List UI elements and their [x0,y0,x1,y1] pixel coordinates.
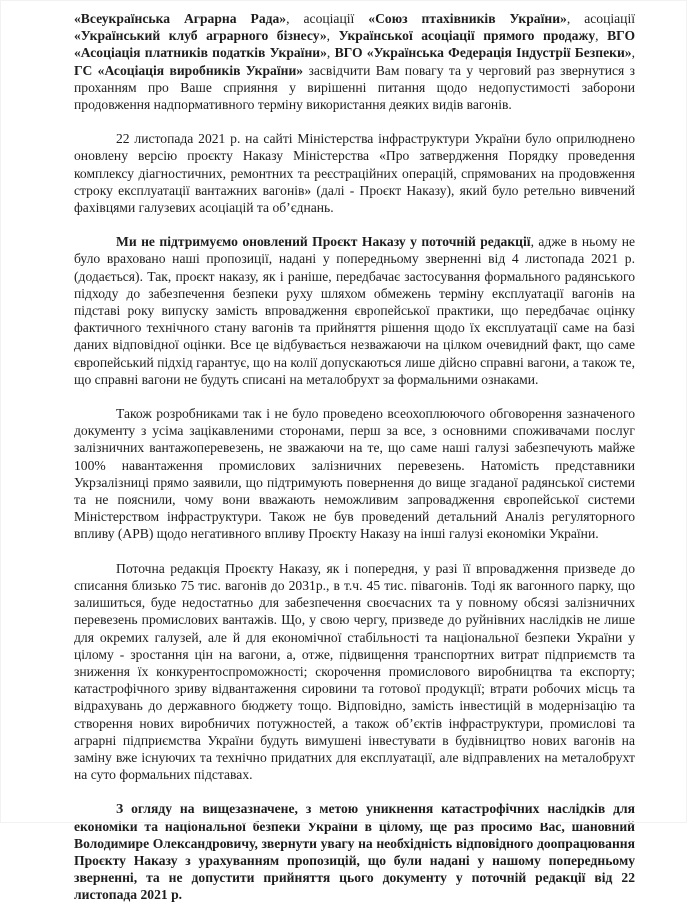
paragraph-spacer [74,543,635,560]
intro-text-fragment: , [326,45,335,61]
intro-text-fragment: , асоціації [286,11,369,26]
paragraph-request: З огляду на вищезазначене, з метою уникнення катастрофічних наслідків для економіки та національної безпеки України в цілому, ще раз просимо Вас, шановний Володимире Олександровичу, звернути увагу на необхідність відповідного доопрацювання Проєкту Наказу з урахуванням пропозицій, що були надані у нашому попередньому зверненні, та не допустити прийняття цього документу у поточній редакції від 22 листопада 2021 р. [74,801,635,903]
paragraph-publication: 22 листопада 2021 р. на сайті Міністерства інфраструктури України було оприлюднено оновлену версію проєкту Наказу Міністерства «Про затвердження Порядку проведення комплексу діагностичних, ремонтних та реєстраційних операцій, спрямованих на продовження строку експлуатації вантажних вагонів» (далі - Проєкт Наказу), який було ретельно вивчений фахівцями галузевих асоціацій та об’єднань. [74,131,635,216]
intro-paragraph [74,10,635,113]
paragraph-discussion: Також розробниками так і не було проведено всеохоплюючого обговорення зазначеного документу з усіма зацікавленими сторонами, перш за все, з основними споживачами послуг залізничних вантажоперевезень, не зважаючи на те, що саме наші галузі забезпечують майже 100% навантаження промислових залізничних перевезень. Натомість представники Укрзалізниці прямо заявили, що підтримують повернення до вище згаданої радянської системи та не пояснили, чому вони вважають неможливим запровадження європейської системи Міністерством інфраструктури. Також не був проведений детальний Аналіз регуляторного впливу (АРВ) щодо негативного впливу Проєкту Наказу на інші галузі економіки України. [74,406,635,542]
paragraph-spacer [74,216,635,233]
org-name-asotsiatsia-pryamoho-prodazhu: Української асоціації прямого продажу [338,28,596,44]
position-details: , адже в ньому не було враховано наші пропозиції, надані у попередньому зверненні від 4 листопада 2021 р. (додається). Так, проєкт наказу, як і раніше, передбачає застосування формального радянського підходу до забезпечення безпеки руху шляхом обмежень терміну експлуатації вагонів на підставі року випуску замість впровадження європейської практики, що передбачає оцінку фактичного технічного стану вагонів та прийняття рішення щодо їх експлуатації саме на базі даних відповідної оцінки. Все це відбувається незважаючи на цілком очевидний факт, що саме європейський підхід гарантує, що на колії допускаються лише дійсно справні вагони, а також те, що справні вагони не будуть списані на металобрухт за формальними ознаками. [74,234,635,387]
position-statement: Ми не підтримуємо оновлений Проєкт Наказу у поточній редакції [116,234,531,250]
paragraph-position [74,233,635,388]
org-name-vse-agro-rada: «Всеукраїнська Аграрна Рада» [74,11,287,26]
intro-text-fragment: засвідчити Вам повагу та у черговий раз звернутися з проханням про Ваше сприяння у вирішенні питання щодо недопустимості заборони продовження надпормативного терміну використання деяких видів вагонів. [74,62,635,113]
org-name-asotsiatsia-vyrobnykiv: ГС «Асоціація виробників України» [74,62,304,78]
org-name-platnykiv-podatkiv: ВГО «Асоціація платників податків України» [74,28,636,61]
paragraph-spacer [74,783,635,800]
paragraph-consequences: Поточна редакція Проєкту Наказу, як і попередня, у разі її впровадження призведе до списання близько 75 тис. вагонів до 2031р., в т.ч. 45 тис. півагонів. Тоді як вагонного парку, що залишиться, буде недостатньо для забезпечення своєчасних та у повному обсязі залізничних перевезень промислових вантажів. Що, у свою чергу, призведе до руйнівних наслідків не лише для окремих галузей, але й для економічної стабільності та національної безпеки України у цілому - зростання цін на вагони, а, отже, підвищення транспортних витрат підприємств та зниження їх конкурентоспроможності; скорочення промислового виробництва та експорту; катастрофічного зриву відвантаження сировини та готової продукції; втрати робочих місць та відрахувань до державного бюджету тощо. Відповідно, замість інвестицій в модернізацію та створення нових виробничих потужностей, а також об’єктів інфраструктури, промислові та аграрні підприємства України будуть вимушені інвестувати в будівництво нових вагонів на заміну вже існуючих та технічно придатних для експлуатації, але відправлених на металобрухт на суто формальних підставах. [74,560,635,783]
org-name-federatsia-industrii-bezpeky: ВГО «Українська Федерація Індустрії Безпеки» [334,45,632,61]
intro-text-fragment: , [631,45,635,61]
intro-text-fragment: , асоціації [566,11,635,26]
org-name-ukr-klub-agro-biznesu: «Український клуб аграрного бізнесу» [74,28,327,44]
paragraph-spacer [74,388,635,405]
paragraph-spacer [74,113,635,130]
intro-text-fragment: , [326,28,339,44]
org-name-soyuz-ptakhivnykiv: «Союз птахівників України» [368,11,567,26]
intro-text-fragment: , [595,28,608,44]
